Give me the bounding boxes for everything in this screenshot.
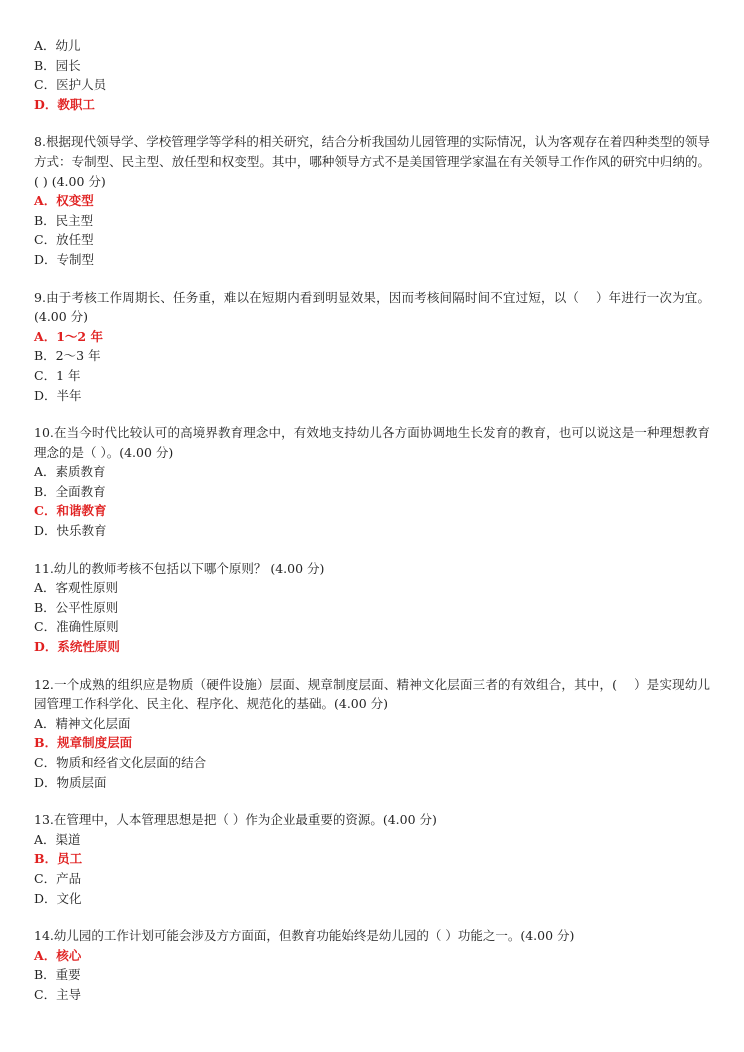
answer-option: B．公平性原则 [34,599,119,615]
question-block [34,288,710,406]
question-text: 11.幼儿的教师考核不包括以下哪个原则？ (4.00 分) [34,560,325,576]
question-block [34,559,710,657]
question-text: 9.由于考核工作周期长、任务重，难以在短期内看到明显效果，因而考核间隔时间不宜过短，以（ ）年进行一次为宜。(4.00 分) [34,289,710,325]
answer-option: C．放任型 [34,232,94,248]
option-list [34,830,710,908]
answer-option-correct: B．员工 [34,851,83,867]
answer-option: D．文化 [34,890,82,906]
answer-option: C．主导 [34,986,82,1002]
answer-option: D．快乐教育 [34,523,107,539]
exam-page [34,36,710,1005]
answer-option: D．半年 [34,387,82,403]
question-block [34,132,710,269]
answer-option: B．园长 [34,57,81,73]
question-block [34,423,710,541]
answer-option-correct: D．系统性原则 [34,639,120,655]
question-text: 12.一个成熟的组织应是物质（硬件设施）层面、规章制度层面、精神文化层面三者的有效组合，其中，( ）是实现幼儿园管理工作科学化、民主化、程序化、规范化的基础。(4.00 分) [34,676,710,712]
answer-option: C．1 年 [34,367,81,383]
answer-option: C．准确性原则 [34,619,119,635]
question-block [34,810,710,908]
answer-option-correct: C．和谐教育 [34,503,107,519]
answer-option: C．产品 [34,870,82,886]
answer-option-correct: A．1～2 年 [34,328,103,344]
question-text: 10.在当今时代比较认可的高境界教育理念中，有效地支持幼儿各方面协调地生长发育的教育，也可以说这是一种理想教育理念的是（ ）。(4.00 分) [34,425,710,460]
option-list [34,462,710,540]
option-list [34,327,710,405]
option-list [34,191,710,269]
answer-option: A．客观性原则 [34,580,119,596]
answer-option: A．精神文化层面 [34,715,131,731]
question-list [34,132,710,1004]
question-text: 8.根据现代领导学、学校管理学等学科的相关研究，结合分析我国幼儿园管理的实际情况，认为客观存在着四种类型的领导方式：专制型、民主型、放任型和权变型。其中，哪种领导方式不是美国管理学家温在有关领导工作作风的研究中归纳的。( ) (4.00 分) [34,134,710,189]
answer-option: C．医护人员 [34,77,107,93]
question-block [34,675,710,793]
question-text: 13.在管理中，人本管理思想是把（ ）作为企业最重要的资源。(4.00 分) [34,812,437,828]
question-text: 14.幼儿园的工作计划可能会涉及方方面面，但教育功能始终是幼儿园的（ ）功能之一。(4.00 分) [34,928,575,944]
answer-option: A．渠道 [34,831,81,847]
question-block [34,926,710,1004]
answer-option: B．重要 [34,967,81,983]
option-list [34,578,710,656]
answer-option: B．全面教育 [34,483,106,499]
answer-option: A．素质教育 [34,464,106,480]
answer-option: C．物质和经省文化层面的结合 [34,755,207,770]
answer-option-correct: D．教职工 [34,96,95,112]
prev-question-options [34,36,710,114]
answer-option-correct: A．核心 [34,947,82,963]
option-list [34,714,710,792]
answer-option: D．物质层面 [34,774,107,790]
option-list [34,946,710,1005]
answer-option-correct: A．权变型 [34,193,94,209]
answer-option: D．专制型 [34,251,95,267]
answer-option: B．2～3 年 [34,348,101,364]
answer-option: B．民主型 [34,212,94,228]
answer-option-correct: B．规章制度层面 [34,735,133,751]
answer-option: A．幼儿 [34,38,81,53]
